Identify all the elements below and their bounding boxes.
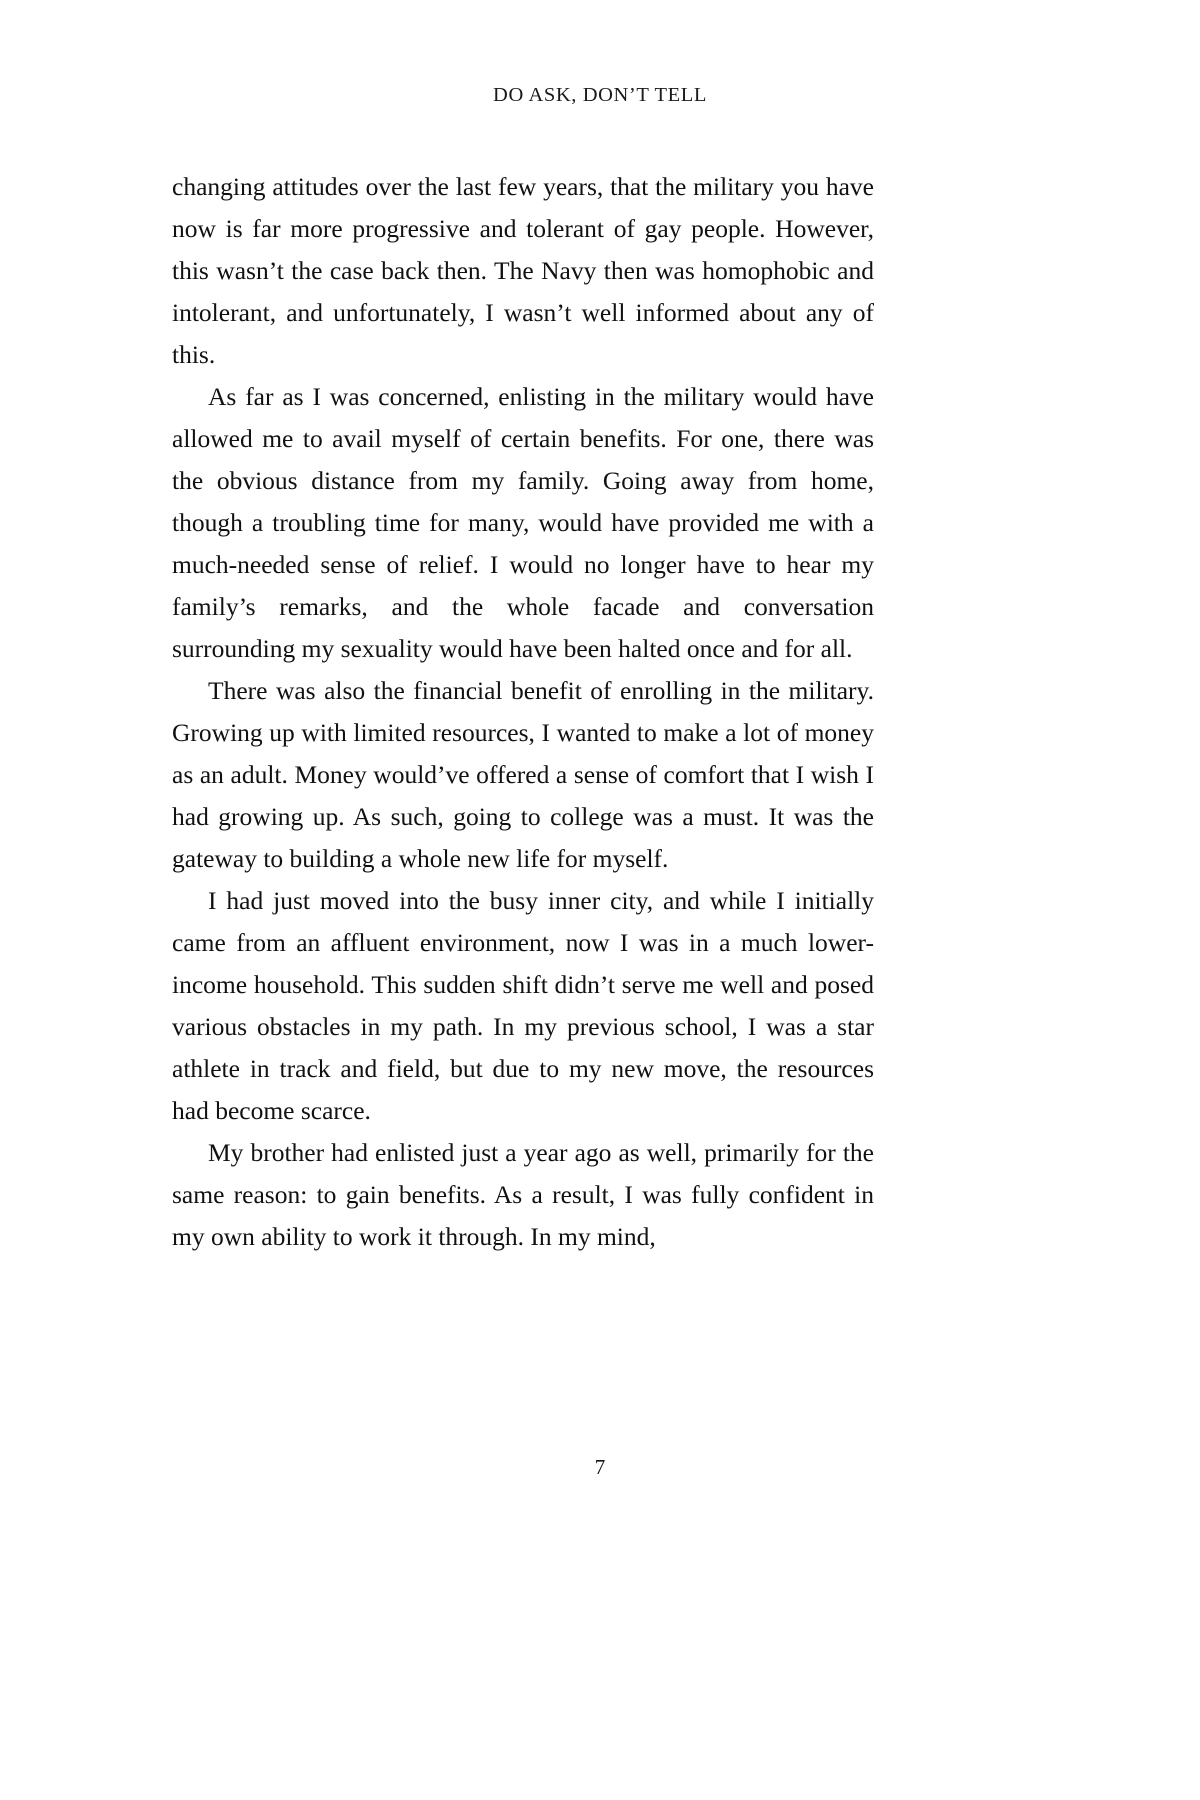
paragraph: As far as I was concerned, enlisting in the military would have allowed me to avail myself of certain benefits. For one, there was the obvious distance from my family. Going away from home, though a troubling time for many, would have provided me with a much-needed sense of relief. I would no longer have to hear my family’s remarks, and the whole facade and conversation surrounding my sexuality would have been halted once and for all. [172, 382, 874, 663]
paragraph: There was also the financial benefit of enrolling in the military. Growing up with limited resources, I wanted to make a lot of money as an adult. Money would’ve offered a sense of comfort that I wish I had growing up. As such, going to college was a must. It was the gateway to building a whole new life for myself. [172, 676, 874, 873]
body-text-block [172, 166, 874, 1258]
paragraph: changing attitudes over the last few years, that the military you have now is far more progressive and tolerant of gay people. However, this wasn’t the case back then. The Navy then was homophobic and intolerant, and unfortunately, I wasn’t well informed about any of this. [172, 172, 874, 369]
page-number: 7 [594, 1455, 606, 1479]
running-head: DO ASK, DON’T TELL [493, 84, 707, 106]
paragraph: I had just moved into the busy inner city, and while I initially came from an affluent environment, now I was in a much lower-income household. This sudden shift didn’t serve me well and posed various obstacles in my path. In my previous school, I was a star athlete in track and field, but due to my new move, the resources had become scarce. [172, 886, 874, 1125]
paragraph: My brother had enlisted just a year ago as well, primarily for the same reason: to gain benefits. As a result, I was fully confident in my own ability to work it through. In my mind, [172, 1138, 874, 1251]
